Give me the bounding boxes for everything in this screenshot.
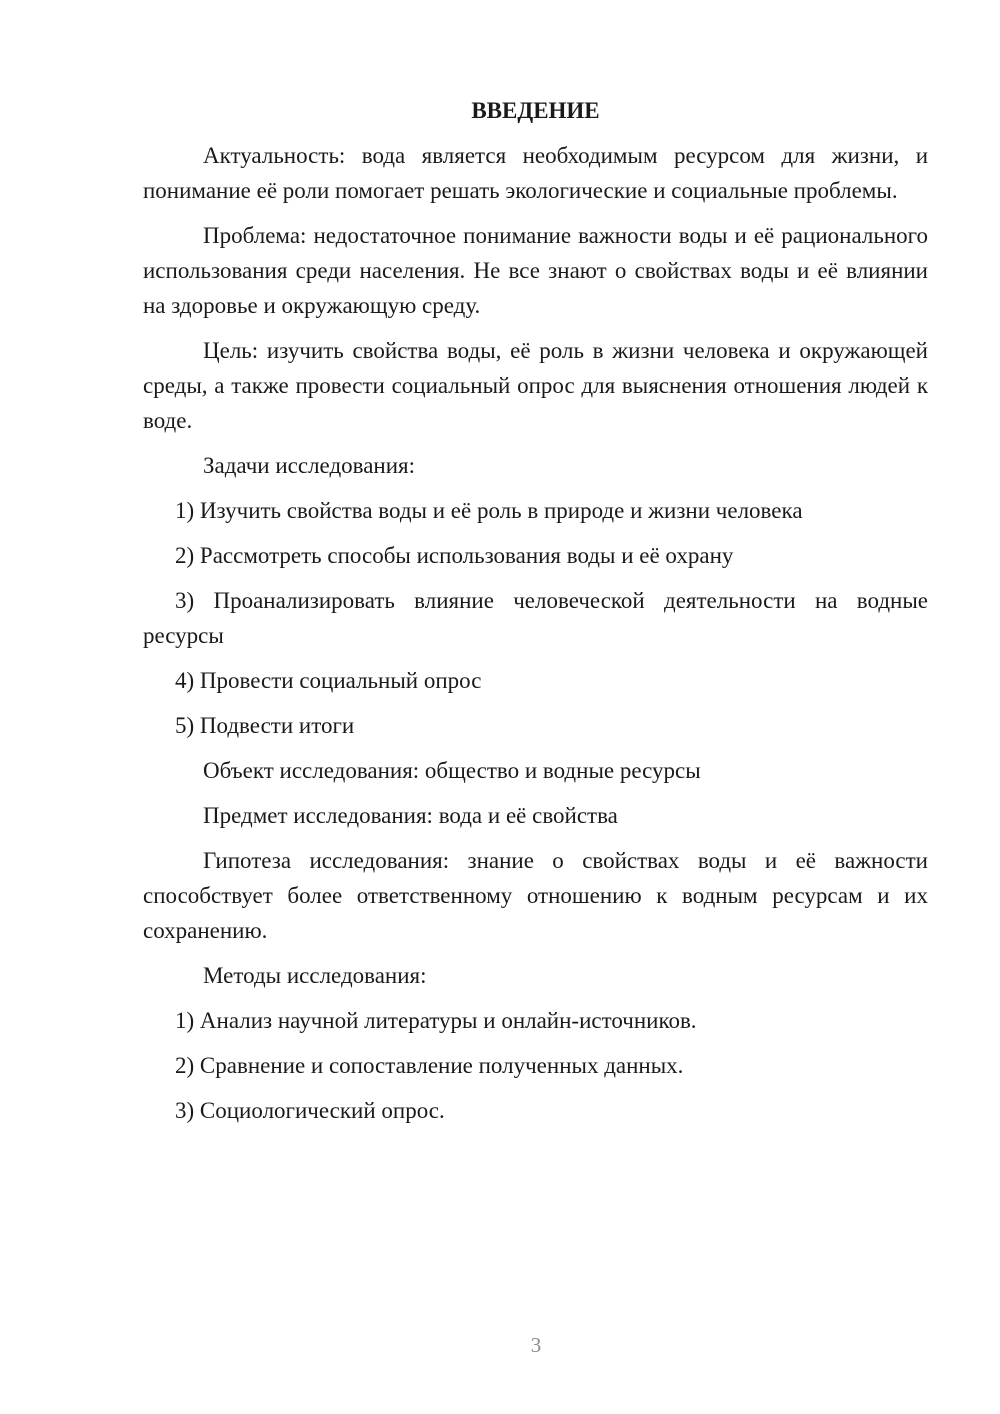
object-paragraph: Объект исследования: общество и водные ресурсы: [203, 758, 701, 783]
relevance-paragraph: Актуальность: вода является необходимым ресурсом для жизни, и понимание её роли помогает решать экологические и социальные проблемы.: [143, 143, 928, 203]
task-item: 3) Проанализировать влияние человеческой деятельности на водные ресурсы: [143, 588, 928, 648]
section-title: ВВЕДЕНИЕ: [471, 98, 600, 123]
task-item: 4) Провести социальный опрос: [175, 668, 482, 693]
task-item: 1) Изучить свойства воды и её роль в природе и жизни человека: [175, 498, 803, 523]
task-item: 2) Рассмотреть способы использования воды и её охрану: [175, 543, 734, 568]
goal-paragraph: Цель: изучить свойства воды, её роль в жизни человека и окружающей среды, а также провести социальный опрос для выяснения отношения людей к воде.: [143, 338, 928, 433]
hypothesis-paragraph: Гипотеза исследования: знание о свойствах воды и её важности способствует более ответственному отношению к водным ресурсам и их сохранению.: [143, 848, 928, 943]
problem-paragraph: Проблема: недостаточное понимание важности воды и её рационального использования среди населения. Не все знают о свойствах воды и её влиянии на здоровье и окружающую среду.: [143, 223, 928, 318]
subject-paragraph: Предмет исследования: вода и её свойства: [203, 803, 618, 828]
method-item: 3) Социологический опрос.: [175, 1098, 445, 1123]
page-number: 3: [530, 1333, 542, 1357]
method-item: 2) Сравнение и сопоставление полученных данных.: [175, 1053, 684, 1078]
methods-heading: Методы исследования:: [203, 963, 427, 988]
method-item: 1) Анализ научной литературы и онлайн-источников.: [175, 1008, 697, 1033]
tasks-heading: Задачи исследования:: [203, 453, 416, 478]
task-item: 5) Подвести итоги: [175, 713, 355, 738]
page-content: [143, 93, 928, 1138]
